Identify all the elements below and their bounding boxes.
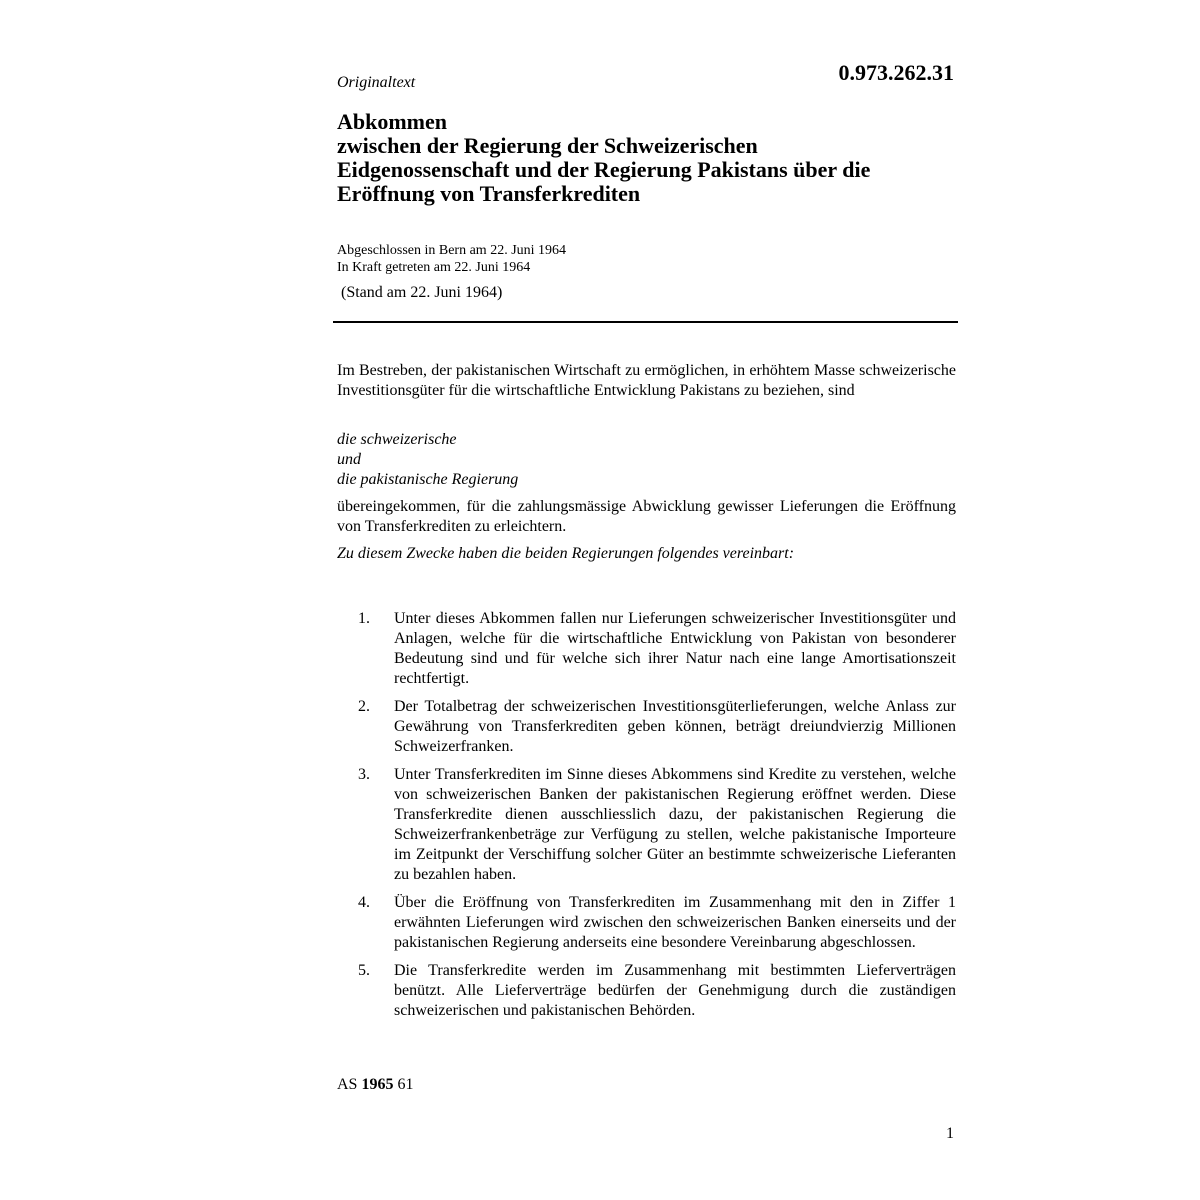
sr-number: 0.973.262.31 xyxy=(838,60,954,85)
page-number: 1 xyxy=(946,1125,954,1142)
original-text-label: Originaltext xyxy=(337,74,416,91)
in-force-date: In Kraft getreten am 22. Juni 1964 xyxy=(337,260,531,275)
article-item xyxy=(337,765,956,885)
article-number: 3. xyxy=(358,766,370,783)
article-number: 1. xyxy=(358,610,370,627)
document-meta xyxy=(337,242,566,276)
preamble-paragraph-3: Zu diesem Zwecke haben die beiden Regierungen folgendes vereinbart: xyxy=(337,545,795,562)
article-text: Über die Eröffnung von Transferkrediten im Zusammenhang mit den in Ziffer 1 erwähnten Lieferungen wird zwischen den schweizerischen Banken einerseits und der pakistanischen Regierung anderseits eine besondere Vereinbarung abgeschlossen. xyxy=(394,894,956,951)
title-line-3: Eidgenossenschaft und der Regierung Pakistans über die xyxy=(337,157,871,182)
article-number: 4. xyxy=(358,894,370,911)
title-line-2: zwischen der Regierung der Schweizerischen xyxy=(337,133,758,158)
article-item xyxy=(337,697,956,757)
article-item xyxy=(337,609,956,689)
preamble-paragraph-2: übereingekommen, für die zahlungsmässige Abwicklung gewisser Lieferungen die Eröffnung von Transferkrediten zu erleichtern. xyxy=(337,498,956,535)
party-swiss: die schweizerische xyxy=(337,431,457,448)
as-reference xyxy=(337,1076,413,1094)
preamble-paragraph-1: Im Bestreben, der pakistanischen Wirtschaft zu ermöglichen, in erhöhtem Masse schweizerische Investitionsgüter für die wirtschaftliche Entwicklung Pakistans zu beziehen, sind xyxy=(337,362,956,399)
article-text: Die Transferkredite werden im Zusammenhang mit bestimmten Lieferverträgen benützt. Alle Lieferverträge bedürfen der Genehmigung durch die zuständigen schweizerischen und pakistanischen Behörden. xyxy=(394,962,956,1019)
articles-list xyxy=(337,609,956,1029)
article-number: 5. xyxy=(358,962,370,979)
article-text: Unter Transferkrediten im Sinne dieses Abkommens sind Kredite zu verstehen, welche von schweizerischen Banken der pakistanischen Regierung eröffnet werden. Diese Transferkredite dienen ausschliesslich dazu, der pakistanischen Regierung die Schweizerfrankenbeträge zur Verfügung zu stellen, welche pakistanische Importeure im Zeitpunkt der Verschiffung solcher Güter an bestimmte schweizerische Lieferanten zu bezahlen haben. xyxy=(394,766,956,883)
concluded-date: Abgeschlossen in Bern am 22. Juni 1964 xyxy=(337,243,567,258)
article-text: Der Totalbetrag der schweizerischen Investitionsgüterlieferungen, welche Anlass zur Gewährung von Transferkrediten geben können, beträgt dreiundvierzig Millionen Schweizerfranken. xyxy=(394,698,956,755)
article-number: 2. xyxy=(358,698,370,715)
article-text: Unter dieses Abkommen fallen nur Lieferungen schweizerischer Investitionsgüter und Anlagen, welche für die wirtschaftliche Entwicklung von Pakistan von besonderer Bedeutung sind und für welche sich ihrer Natur nach eine lange Amortisationszeit rechtfertigt. xyxy=(394,610,956,687)
article-item xyxy=(337,961,956,1021)
title-line-1: Abkommen xyxy=(337,109,448,134)
party-pakistan: die pakistanische Regierung xyxy=(337,471,519,488)
as-year: 1965 xyxy=(361,1076,394,1093)
header-divider xyxy=(333,321,958,323)
document-title xyxy=(337,110,977,206)
status-date: (Stand am 22. Juni 1964) xyxy=(341,284,503,301)
parties-block xyxy=(337,430,518,490)
title-line-4: Eröffnung von Transferkrediten xyxy=(337,181,641,206)
as-prefix: AS xyxy=(337,1076,358,1093)
party-conjunction: und xyxy=(337,451,361,468)
article-item xyxy=(337,893,956,953)
as-page: 61 xyxy=(397,1076,414,1093)
